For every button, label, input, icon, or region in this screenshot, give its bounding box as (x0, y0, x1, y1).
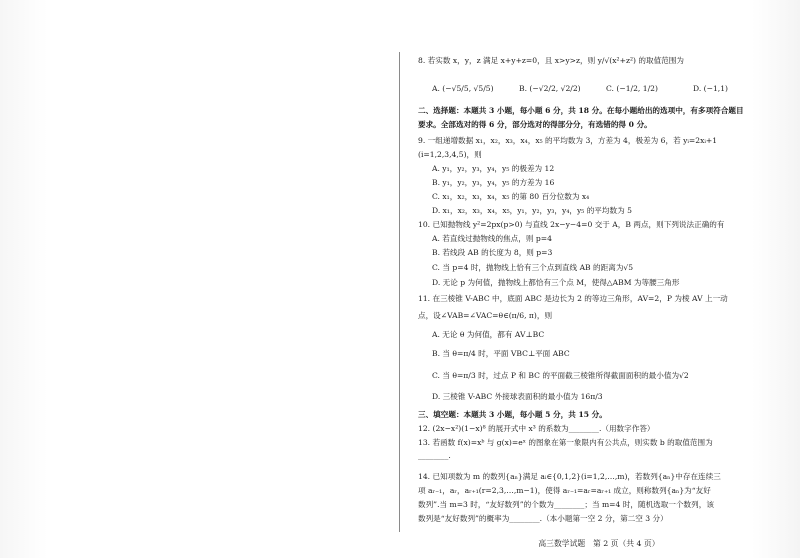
q8-stem: 8. 若实数 x，y，z 满足 x+y+z=0，且 x>y>z，则 y/√(x²+z²) 的取值范围为 (418, 56, 684, 65)
q9-option-a: A. y₁，y₂，y₃，y₄，y₅ 的极差为 12 (432, 164, 555, 173)
section-2-instructions: 要求。全部选对的得 6 分，部分选对的得部分分，有选错的得 0 分。 (418, 120, 652, 129)
q8-option-a: A. (−√5/5, √5/5) (432, 84, 494, 93)
q10-option-d: D. 无论 p 为何值，抛物线上都恰有三个点 M，使得△ABM 为等腰三角形 (432, 278, 680, 287)
q14-line-4: 数列是“友好数列”的概率为________.（本小题第一空 2 分，第二空 3 分） (418, 514, 668, 523)
q10-option-c: C. 当 p=4 时，抛物线上恰有三个点到直线 AB 的距离为√5 (432, 263, 634, 272)
q9-option-c: C. x₁，x₂，x₃，x₄，x₅ 的第 80 百分位数为 x₄ (432, 192, 590, 201)
q14-line-2: 项 aᵣ₋₁，aᵣ，aᵣ₊₁(r=2,3,…,m−1)，使得 aᵣ₋₁=aᵣ=aᵣ₊₁ 成立，则称数列{aₙ}为“友好 (418, 486, 711, 495)
q14-line-1: 14. 已知项数为 m 的数列{aₙ}满足 aᵢ∈{0,1,2}(i=1,2,…,m)，若数列{aₙ}中存在连续三 (418, 472, 721, 481)
q12-text: 12. (2x−x²)(1−x)⁸ 的展开式中 x³ 的系数为________.（用数字作答） (418, 424, 655, 433)
section-2-heading: 二、选择题：本题共 3 小题，每小题 6 分，共 18 分。在每小题给出的选项中，有多项符合题目 (418, 106, 744, 115)
q9-stem: 9. 一组递增数据 x₁，x₂，x₃，x₄，x₅ 的平均数为 3，方差为 4，极差为 6，若 yᵢ=2xᵢ+1 (418, 136, 718, 145)
q8-option-b: B. (−√2/2, √2/2) (519, 84, 581, 93)
q8-option-d: D. (−1,1) (693, 84, 729, 93)
page-footer: 高三数学试题 第 2 页（共 4 页） (538, 539, 660, 548)
q11-stem: 11. 在三棱锥 V-ABC 中，底面 ABC 是边长为 2 的等边三角形，AV=2，P 为棱 AV 上一动 (418, 294, 728, 303)
q11-option-b: B. 当 θ=π/4 时，平面 VBC⊥平面 ABC (432, 349, 570, 358)
q11-stem-cont: 点，设∠VAB=∠VAC=θ∈(π/6, π)，则 (418, 311, 553, 320)
q9-option-d: D. x₁，x₂，x₃，x₄，x₅，y₁，y₂，y₃，y₄，y₅ 的平均数为 5 (432, 206, 632, 215)
q13-text: 13. 若函数 f(x)=xᵇ 与 g(x)=eˣ 的图象在第一象限内有公共点，则实数 b 的取值范围为 (418, 438, 713, 447)
q13-answer-blank: ________. (418, 451, 451, 460)
q10-option-b: B. 若线段 AB 的长度为 8，则 p=3 (432, 248, 553, 257)
q10-option-a: A. 若直线过抛物线的焦点，则 p=4 (432, 234, 552, 243)
q8-option-c: C. (−1/2, 1/2) (606, 84, 658, 93)
page-fold-line (399, 52, 400, 532)
q9-stem-cont: (i=1,2,3,4,5)，则 (418, 150, 482, 159)
q9-option-b: B. y₁，y₂，y₃，y₄，y₅ 的方差为 16 (432, 178, 555, 187)
q11-option-c: C. 当 θ=π/3 时，过点 P 和 BC 的平面截三棱锥所得截面面积的最小值为√2 (432, 371, 689, 380)
section-3-heading: 三、填空题：本题共 3 小题，每小题 5 分，共 15 分。 (418, 410, 607, 419)
q11-option-d: D. 三棱锥 V-ABC 外接球表面积的最小值为 16π/3 (432, 392, 603, 401)
q14-line-3: 数列”.当 m=3 时，“友好数列”的个数为________；当 m=4 时，随机选取一个数列，该 (418, 500, 714, 509)
q8-options (432, 84, 780, 94)
q11-option-a: A. 无论 θ 为何值，都有 AV⊥BC (432, 330, 545, 339)
q10-stem: 10. 已知抛物线 y²=2px(p>0) 与直线 2x−y−4=0 交于 A，B 两点，则下列说法正确的有 (418, 220, 725, 229)
